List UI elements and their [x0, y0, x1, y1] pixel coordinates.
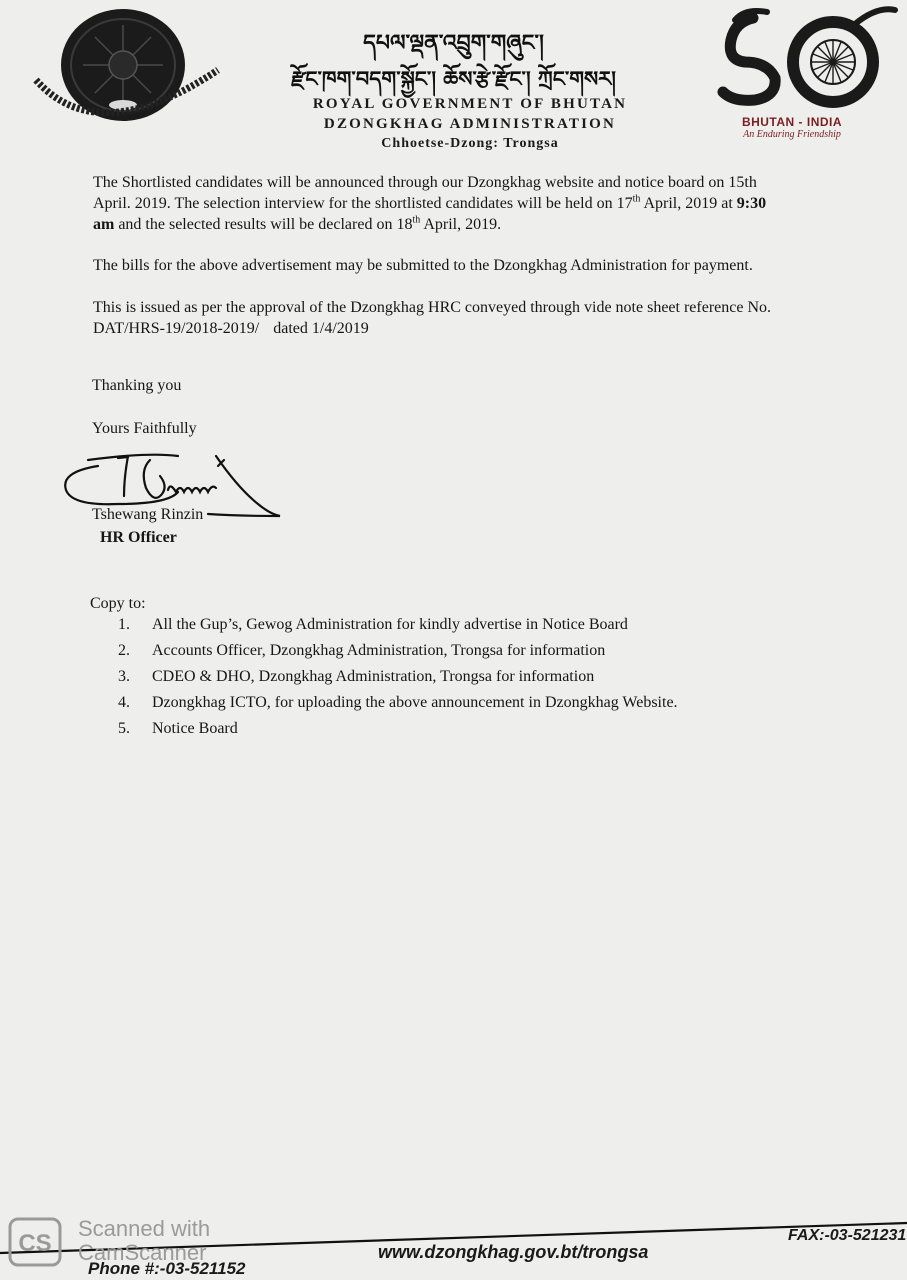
list-item-text: Notice Board	[152, 720, 238, 737]
bills-paragraph: The bills for the above advertisement may be submitted to the Dzongkhag Administration for payment.	[93, 257, 753, 274]
footer-website: www.dzongkhag.gov.bt/trongsa	[378, 1242, 649, 1262]
header-title-administration: DZONGKHAG ADMINISTRATION	[323, 116, 617, 132]
dzongkha-title-line2: རྫོང་ཁག་བདག་སྐྱོང་། ཆོས་རྩེ་རྫོང་། ཀྲོང་གསར།	[291, 67, 616, 91]
text-fragment: April. 2019. The selection interview for the shortlisted candidates will be held on 17	[93, 195, 633, 212]
approval-line1: This is issued as per the approval of the Dzongkhag HRC conveyed through vide note sheet reference No.	[93, 299, 772, 316]
approval-paragraph	[93, 297, 863, 339]
announcement-paragraph	[93, 172, 863, 235]
list-item	[118, 664, 678, 690]
list-item-text: All the Gup’s, Gewog Administration for kindly advertise in Notice Board	[152, 616, 628, 633]
logo-caption	[712, 115, 872, 140]
reference-date: dated 1/4/2019	[273, 320, 369, 337]
dragon-50-logo-icon	[705, 0, 900, 110]
camscanner-badge-text: CS	[18, 1230, 52, 1257]
footer-fax: FAX:-03-521231	[788, 1227, 907, 1244]
camscanner-logo-icon	[8, 1217, 62, 1267]
list-item-number: 4.	[118, 694, 130, 711]
list-item-text: CDEO & DHO, Dzongkhag Administration, Trongsa for information	[152, 668, 595, 685]
text-fragment: April, 2019.	[420, 216, 502, 233]
signer-title: HR Officer	[100, 529, 177, 546]
text-fragment: and the selected results will be declared on 18	[114, 216, 413, 233]
list-item	[118, 690, 678, 716]
watermark-line1: Scanned with	[78, 1216, 211, 1241]
list-item-text: Dzongkhag ICTO, for uploading the above announcement in Dzongkhag Website.	[152, 694, 678, 711]
list-item-number: 5.	[118, 720, 130, 737]
interview-time-suffix: am	[93, 216, 115, 233]
closing-yours: Yours Faithfully	[92, 420, 197, 437]
dzongkha-title-line1: དཔལ་ལྡན་འབྲུག་གཞུང་།	[363, 31, 544, 56]
announcement-line2	[93, 193, 863, 214]
closing-thanks: Thanking you	[92, 377, 182, 394]
superscript: th	[412, 214, 421, 226]
signer-name: Tshewang Rinzin	[92, 506, 204, 523]
copy-to-heading: Copy to:	[90, 595, 146, 612]
announcement-line3	[93, 214, 863, 235]
footer-phone: Phone #:-03-521152	[88, 1259, 246, 1278]
watermark-line2: CamScanner	[78, 1240, 207, 1265]
logo-caption-line2: An Enduring Friendship	[743, 129, 841, 140]
interview-time: 9:30	[736, 195, 767, 212]
approval-line2	[93, 318, 863, 339]
list-item-number: 1.	[118, 616, 130, 633]
scanner-watermark	[78, 1217, 210, 1265]
list-item	[118, 612, 678, 638]
list-item-text: Accounts Officer, Dzongkhag Administration, Trongsa for information	[152, 642, 606, 659]
text-fragment: April, 2019 at	[640, 195, 737, 212]
header-title-government: ROYAL GOVERNMENT OF BHUTAN	[312, 96, 628, 112]
announcement-line1: The Shortlisted candidates will be announced through our Dzongkhag website and notice board on 15th	[93, 174, 757, 191]
copy-to-list	[118, 612, 678, 742]
logo-caption-line1: BHUTAN - INDIA	[741, 115, 843, 129]
list-item-number: 3.	[118, 668, 130, 685]
reference-number: DAT/HRS-19/2018-2019/	[93, 320, 260, 337]
list-item	[118, 638, 678, 664]
list-item	[118, 716, 678, 742]
header-title-location: Chhoetse-Dzong: Trongsa	[381, 136, 559, 151]
list-item-number: 2.	[118, 642, 130, 659]
superscript: th	[632, 193, 641, 205]
